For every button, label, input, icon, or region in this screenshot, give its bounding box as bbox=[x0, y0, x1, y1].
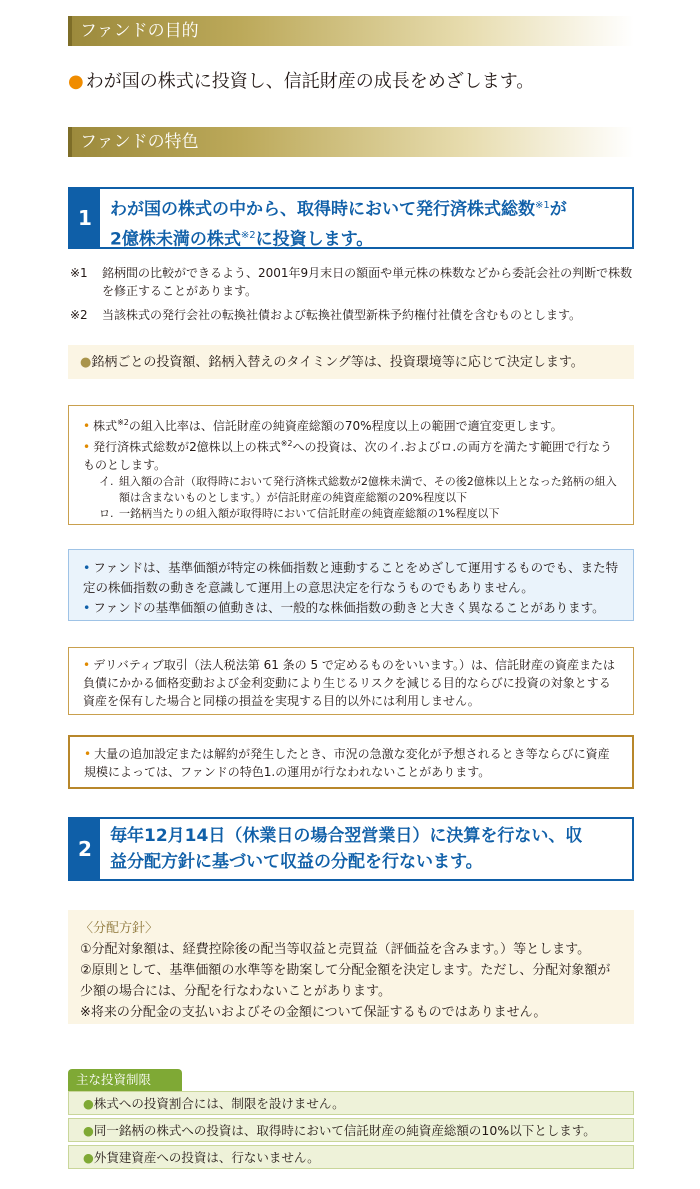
index-text-2: ファンドの基準価額の値動きは、一般的な株価指数の動きと大きく異なることがあります。 bbox=[93, 600, 605, 615]
allocation-item-1 bbox=[83, 414, 619, 435]
investment-decision-note bbox=[68, 345, 634, 379]
bullet-icon: • bbox=[83, 600, 91, 615]
index-item-1 bbox=[83, 558, 619, 598]
investment-restrictions-tab: 主な投資制限 bbox=[68, 1069, 182, 1091]
bullet-icon: ● bbox=[83, 1123, 94, 1138]
bullet-icon: ● bbox=[83, 1096, 94, 1111]
ratio-item2-a: 発行済株式総数が2億株以上の株式 bbox=[93, 440, 281, 454]
bullet-icon: • bbox=[84, 747, 92, 761]
ratio-item1-b: の組入比率は、信託財産の純資産総額の70%程度以上の範囲で適宜変更します。 bbox=[128, 419, 563, 433]
feature-2-box bbox=[68, 817, 634, 881]
sub-text: 一銘柄当たりの組入額が取得時において信託財産の純資産総額の1%程度以下 bbox=[119, 507, 500, 520]
ratio-item1-a: 株式 bbox=[93, 419, 118, 433]
investment-restrictions-list bbox=[68, 1091, 634, 1172]
restriction-text: 同一銘柄の株式への投資は、取得時において信託財産の純資産総額の10%以下とします。 bbox=[93, 1123, 596, 1138]
purpose-statement: わが国の株式に投資し、信託財産の成長をめざします。 bbox=[85, 71, 535, 92]
restriction-text: 外貨建資産への投資は、行ないません。 bbox=[93, 1150, 320, 1165]
feature-1-line2: 2億株未満の株式 bbox=[110, 229, 241, 250]
feature-1-line1: わが国の株式の中から、取得時において発行済株式総数 bbox=[110, 199, 535, 220]
fund-features-heading: ファンドの特色 bbox=[68, 127, 634, 157]
footnotes bbox=[70, 264, 634, 330]
allocation-sub-items bbox=[83, 474, 619, 522]
footnote-1 bbox=[70, 264, 634, 300]
feature-2-line1: 毎年12月14日（休業日の場合翌営業日）に決算を行ない、収 bbox=[110, 826, 583, 846]
feature-1-box bbox=[68, 187, 634, 249]
footnote-mark: ※2 bbox=[70, 308, 88, 322]
fund-purpose-heading: ファンドの目的 bbox=[68, 16, 634, 46]
large-transaction-box bbox=[68, 735, 634, 789]
bullet-icon: ● bbox=[83, 1150, 94, 1165]
sub-label: イ. bbox=[99, 475, 114, 488]
footnote-mark: ※1 bbox=[70, 266, 88, 280]
footnote-text: 当該株式の発行会社の転換社債および転換社債型新株予約権付社債を含むものとします。 bbox=[102, 308, 582, 322]
footnote-ref-2: ※2 bbox=[117, 418, 129, 427]
restriction-row bbox=[68, 1145, 634, 1169]
feature-2-line2: 益分配方針に基づいて収益の分配を行ないます。 bbox=[110, 852, 483, 872]
sub-text: 組入額の合計（取得時において発行済株式総数が2億株未満で、その後2億株以上となった銘柄の組入額は含まないものとします。）が信託財産の純資産総額の20%程度以下 bbox=[119, 475, 617, 504]
footnote-text: 銘柄間の比較ができるよう、2001年9月末日の額面や単元株の株数などから委託会社の判断で株数を修正することがあります。 bbox=[102, 266, 633, 298]
bullet-icon: • bbox=[83, 419, 91, 433]
index-disclaimer-box bbox=[68, 549, 634, 621]
bullet-icon: • bbox=[83, 658, 91, 672]
restriction-text: 株式への投資割合には、制限を設けません。 bbox=[93, 1096, 345, 1111]
allocation-ratio-box bbox=[68, 405, 634, 525]
feature-2-number: 2 bbox=[70, 819, 100, 879]
policy-item-2: ②原則として、基準価額の水準等を勘案して分配金額を決定します。ただし、分配対象額が少額の場合には、分配を行なわないことがあります。 bbox=[80, 963, 611, 999]
policy-item-3: ※将来の分配金の支払いおよびその金額について保証するものではありません。 bbox=[80, 1005, 547, 1020]
sub-label: ロ. bbox=[99, 507, 114, 520]
distribution-policy-title: 〈分配方針〉 bbox=[80, 921, 159, 936]
investment-decision-text: 銘柄ごとの投資額、銘柄入替えのタイミング等は、投資環境等に応じて決定します。 bbox=[91, 355, 584, 370]
feature-1-text bbox=[100, 189, 632, 250]
index-item-2 bbox=[83, 598, 619, 618]
feature-1-line2-end: に投資します。 bbox=[255, 229, 374, 250]
index-text-1: ファンドは、基準価額が特定の株価指数と連動することをめざして運用するものでも、また特定の株価指数の動きを意識して運用上の意思決定を行なうものでもありません。 bbox=[83, 560, 619, 595]
feature-1-number: 1 bbox=[70, 189, 100, 247]
fund-purpose-text bbox=[68, 67, 534, 93]
ratio-item2-b: への投資は、次のイ.およびロ.の両方を満たす範囲で行なうものとします。 bbox=[83, 440, 613, 472]
footnote-2 bbox=[70, 306, 634, 324]
bullet-icon: • bbox=[83, 560, 91, 575]
bullet-icon: ● bbox=[80, 355, 92, 370]
footnote-ref-2: ※2 bbox=[280, 439, 293, 448]
restriction-row bbox=[68, 1091, 634, 1115]
feature-1-line1-end: が bbox=[549, 199, 567, 220]
restriction-row bbox=[68, 1118, 634, 1142]
sub-item-i bbox=[99, 474, 619, 506]
footnote-ref-1: ※1 bbox=[535, 200, 550, 211]
bullet-icon: • bbox=[83, 440, 91, 454]
allocation-item-2 bbox=[83, 435, 619, 474]
orange-bullet-icon: ● bbox=[68, 71, 84, 92]
distribution-policy-box bbox=[68, 910, 634, 1024]
derivative-box bbox=[68, 647, 634, 715]
large-transaction-text: 大量の追加設定または解約が発生したとき、市況の急激な変化が予想されるとき等ならびに資産規模によっては、ファンドの特色1.の運用が行なわれないことがあります。 bbox=[84, 747, 610, 779]
sub-item-ro bbox=[99, 506, 619, 522]
derivative-text: デリバティブ取引（法人税法第 61 条の 5 で定めるものをいいます。）は、信託財産の資産または負債にかかる価格変動および金利変動により生じるリスクを減じる目的ならびに投資の対象とする資産を保有した場合と同様の損益を実現する目的以外には利用しません。 bbox=[83, 658, 615, 708]
feature-2-text bbox=[100, 819, 632, 879]
policy-item-1: ①分配対象額は、経費控除後の配当等収益と売買益（評価益を含みます。）等とします。 bbox=[80, 942, 591, 957]
footnote-ref-2: ※2 bbox=[240, 229, 256, 241]
